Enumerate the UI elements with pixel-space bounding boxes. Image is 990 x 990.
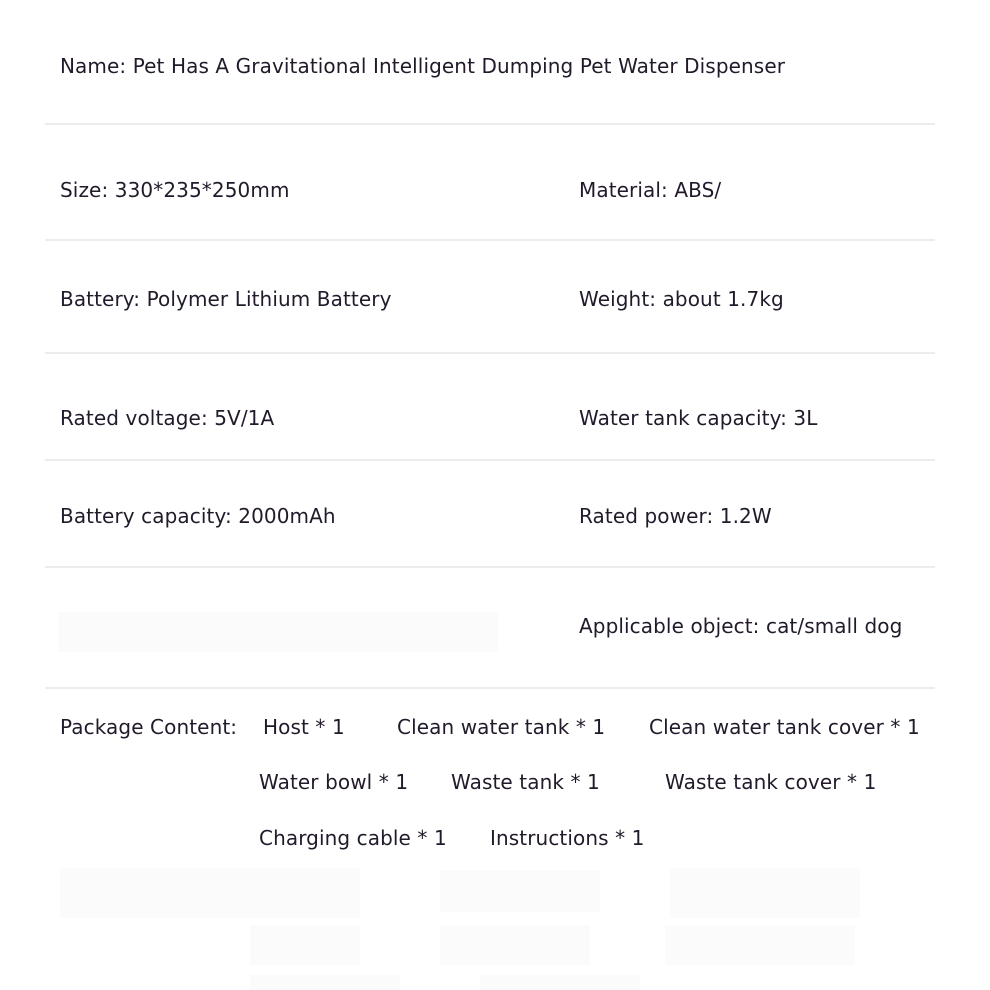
spec-size: Size: 330*235*250mm — [60, 178, 290, 202]
spec-water-tank-capacity: Water tank capacity: 3L — [579, 406, 818, 430]
package-item: Clean water tank cover * 1 — [649, 715, 920, 739]
package-item: Waste tank * 1 — [451, 770, 600, 794]
spec-battery-capacity: Battery capacity: 2000mAh — [60, 504, 336, 528]
package-item: Water bowl * 1 — [259, 770, 409, 794]
product-name: Name: Pet Has A Gravitational Intelligent Dumping Pet Water Dispenser — [60, 54, 786, 78]
package-item: Waste tank cover * 1 — [665, 770, 877, 794]
spec-rated-voltage: Rated voltage: 5V/1A — [60, 406, 275, 430]
package-item: Instructions * 1 — [490, 826, 645, 850]
divider — [45, 459, 935, 461]
package-item: Charging cable * 1 — [259, 826, 447, 850]
ghost-block — [665, 925, 855, 965]
blank-cell — [58, 612, 498, 652]
ghost-block — [250, 975, 400, 990]
ghost-block — [480, 975, 640, 990]
divider — [45, 566, 935, 568]
package-item: Host * 1 — [263, 715, 345, 739]
divider — [45, 239, 935, 241]
ghost-block — [60, 868, 360, 918]
spec-battery: Battery: Polymer Lithium Battery — [60, 287, 392, 311]
spec-weight: Weight: about 1.7kg — [579, 287, 784, 311]
ghost-block — [250, 925, 360, 965]
divider — [45, 687, 935, 689]
spec-applicable-object: Applicable object: cat/small dog — [579, 614, 903, 638]
package-item: Clean water tank * 1 — [397, 715, 606, 739]
spec-rated-power: Rated power: 1.2W — [579, 504, 772, 528]
divider — [45, 352, 935, 354]
ghost-block — [440, 870, 600, 912]
divider — [45, 123, 935, 125]
package-label: Package Content: — [60, 715, 238, 739]
ghost-block — [440, 925, 590, 965]
ghost-block — [670, 868, 860, 918]
spec-material: Material: ABS/ — [579, 178, 722, 202]
